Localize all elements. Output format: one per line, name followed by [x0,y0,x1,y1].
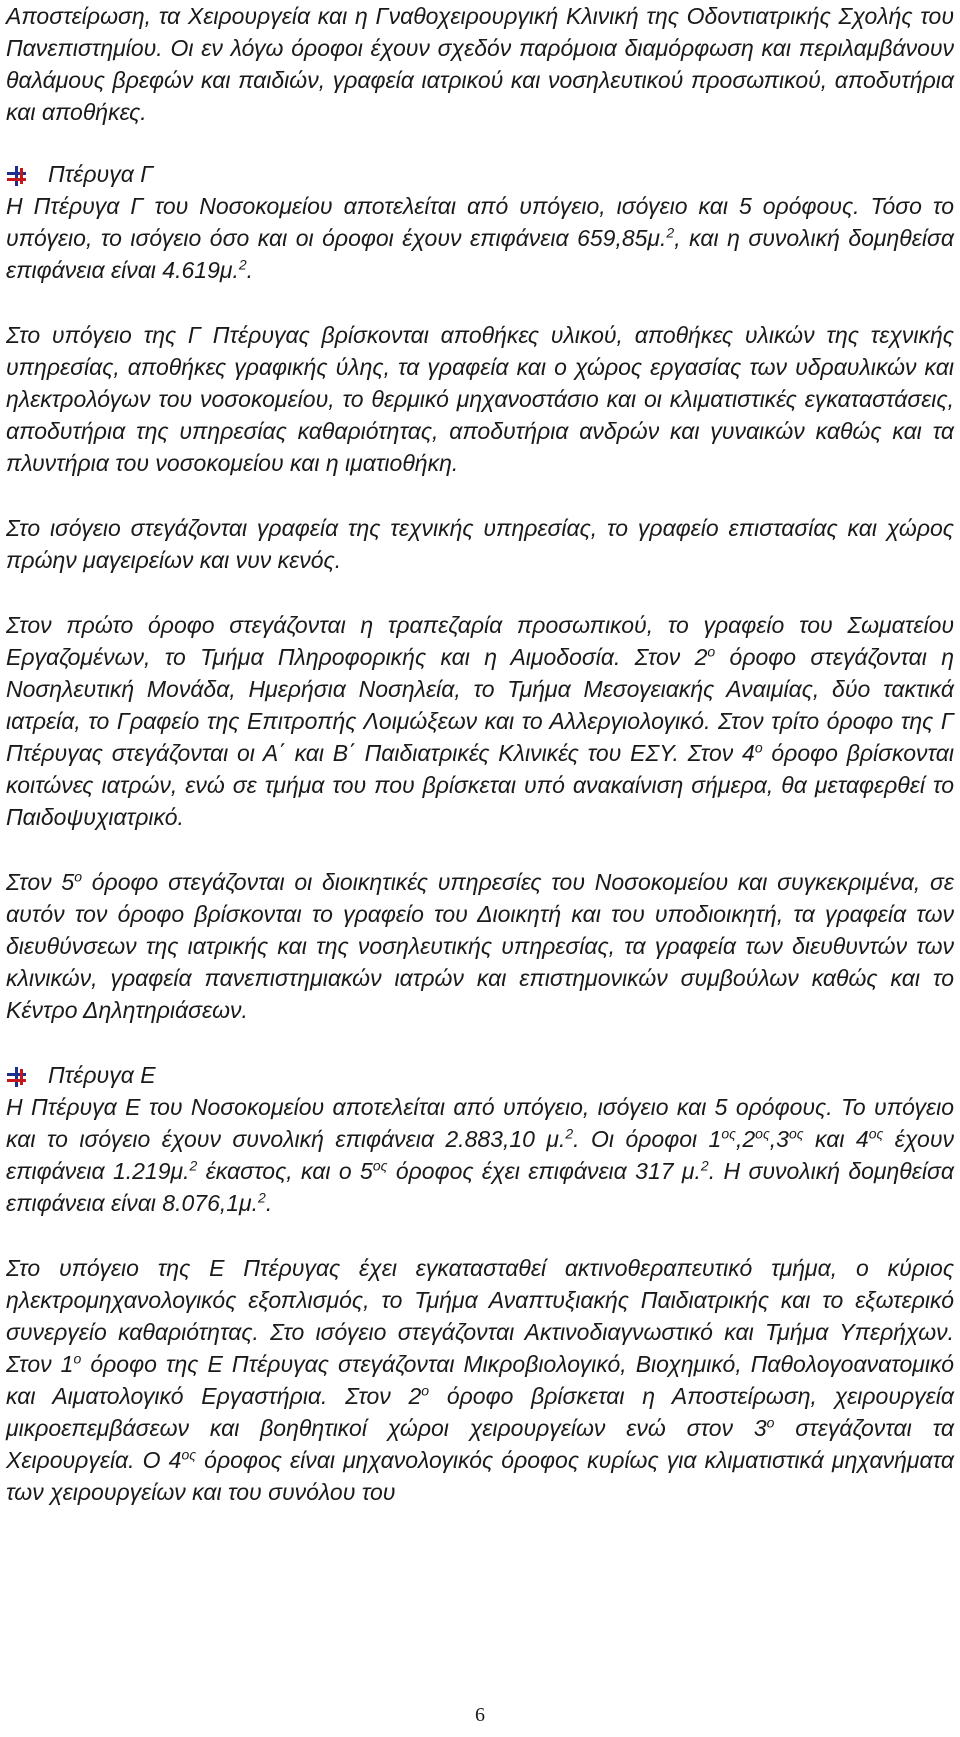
section-title: Πτέρυγα Ε [48,1062,156,1088]
wing-g-paragraph-3: Στο ισόγειο στεγάζονται γραφεία της τεχνικής υπηρεσίας, το γραφείο επιστασίας και χώρος πρώην μαγειρείων και νυν κενός. [6,515,954,573]
wing-g-paragraph-1: Η Πτέρυγα Γ του Νοσοκομείου αποτελείται από υπόγειο, ισόγειο και 5 ορόφους. Τόσο το υπόγειο, το ισόγειο όσο και οι όροφοι έχουν επιφάνεια 659,85μ.$^2$, και η συνολική δομηθείσα επιφάνεια είναι 4.619μ.$^2$. [6,193,954,283]
wing-g-paragraph-4: Στον πρώτο όροφο στεγάζονται η τραπεζαρία προσωπικού, το γραφείο του Σωματείου Εργαζομένων, το Τμήμα Πληροφορικής και η Αιμοδοσία. Στον $2^o$ όροφο στεγάζονται η Νοσηλευτική Μονάδα, Ημερήσια Νοσηλεία, το Τμήμα Μεσογειακής Αναιμίας, δύο τακτικά ιατρεία, το Γραφείο της Επιτροπής Λοιμώξεων και το Αλλεργιολογικό. Στον τρίτο όροφο της Γ Πτέρυγας στεγάζονται οι Α΄ και Β΄ Παιδιατρικές Κλινικές του ΕΣΥ. Στον $4^o$ όροφο βρίσκονται κοιτώνες ιατρών, ενώ σε τμήμα του που βρίσκεται υπό ανακαίνιση σήμερα, θα μεταφερθεί το Παιδοψυχιατρικό. [6,612,954,830]
flag-bullet-icon [6,1067,30,1087]
intro-paragraph: Αποστείρωση, τα Χειρουργεία και η Γναθοχειρουργική Κλινική της Οδοντιατρικής Σχολής του Πανεπιστημίου. Οι εν λόγω όροφοι έχουν σχεδόν παρόμοια διαμόρφωση και περιλαμβάνουν θαλάμους βρεφών και παιδιών, γραφεία ιατρικού και νοσηλευτικού προσωπικού, αποδυτήρια και αποθήκες. [6,3,954,125]
wing-e-paragraph-2: Στο υπόγειο της Ε Πτέρυγας έχει εγκατασταθεί ακτινοθεραπευτικό τμήμα, ο κύριος ηλεκτρομηχανολογικός εξοπλισμός, το Τμήμα Αναπτυξιακής Παιδιατρικής και το εξωτερικό συνεργείο καθαριότητας. Στο ισόγειο στεγάζονται Ακτινοδιαγνωστικό και Τμήμα Υπερήχων. Στον $1^o$ όροφο της Ε Πτέρυγας στεγάζονται Μικροβιολογικό, Βιοχημικό, Παθολογοανατομικό και Αιματολογικό Εργαστήρια. Στον $2^o$ όροφο βρίσκεται η Αποστείρωση, χειρουργεία μικροεπεμβάσεων και βοηθητικοί χώροι χειρουργείων ενώ στον $3^o$ στεγάζονται τα Χειρουργεία. Ο $4^{o\varsigma}$ όροφος είναι μηχανολογικός όροφος κυρίως για κλιματιστικά μηχανήματα των χειρουργείων και του συνόλου του [6,1255,954,1505]
section-heading-wing-g [6,158,954,190]
wing-e-paragraph-1: Η Πτέρυγα Ε του Νοσοκομείου αποτελείται από υπόγειο, ισόγειο και 5 ορόφους. Το υπόγειο και το ισόγειο έχουν συνολική επιφάνεια 2.883,10 μ.$^2$. Οι όροφοι $1^{o\varsigma},2^{o\varsigma},3^{o\varsigma}$ και $4^{o\varsigma}$ έχουν επιφάνεια 1.219μ.$^2$ έκαστος, και ο $5^{o\varsigma}$ όροφος έχει επιφάνεια 317 μ.$^2$. Η συνολική δομηθείσα επιφάνεια είναι 8.076,1μ.$^2$. [6,1094,954,1216]
page-number: 6 [475,1704,485,1726]
flag-bullet-icon [6,166,30,186]
section-heading-wing-e [6,1059,954,1091]
wing-g-paragraph-2: Στο υπόγειο της Γ Πτέρυγας βρίσκονται αποθήκες υλικού, αποθήκες υλικών της τεχνικής υπηρεσίας, αποθήκες γραφικής ύλης, τα γραφεία και ο χώρος εργασίας των υδραυλικών και ηλεκτρολόγων του νοσοκομείου, το θερμικό μηχανοστάσιο και οι κλιματιστικές εγκαταστάσεις, αποδυτήρια της υπηρεσίας καθαριότητας, αποδυτήρια ανδρών και γυναικών καθώς και τα πλυντήρια του νοσοκομείου και η ιματιοθήκη. [6,322,954,476]
section-title: Πτέρυγα Γ [48,161,154,187]
wing-g-paragraph-5: Στον $5^o$ όροφο στεγάζονται οι διοικητικές υπηρεσίες του Νοσοκομείου και συγκεκριμένα, σε αυτόν τον όροφο βρίσκονται το γραφείο του Διοικητή και του υποδιοικητή, τα γραφεία των διευθύνσεων της ιατρικής και της νοσηλευτικής υπηρεσίας, τα γραφεία των διευθυντών των κλινικών, γραφεία πανεπιστημιακών ιατρών και επιστημονικών συμβούλων καθώς και το Κέντρο Δηλητηριάσεων. [6,868,954,1023]
document-page [6,0,954,1508]
